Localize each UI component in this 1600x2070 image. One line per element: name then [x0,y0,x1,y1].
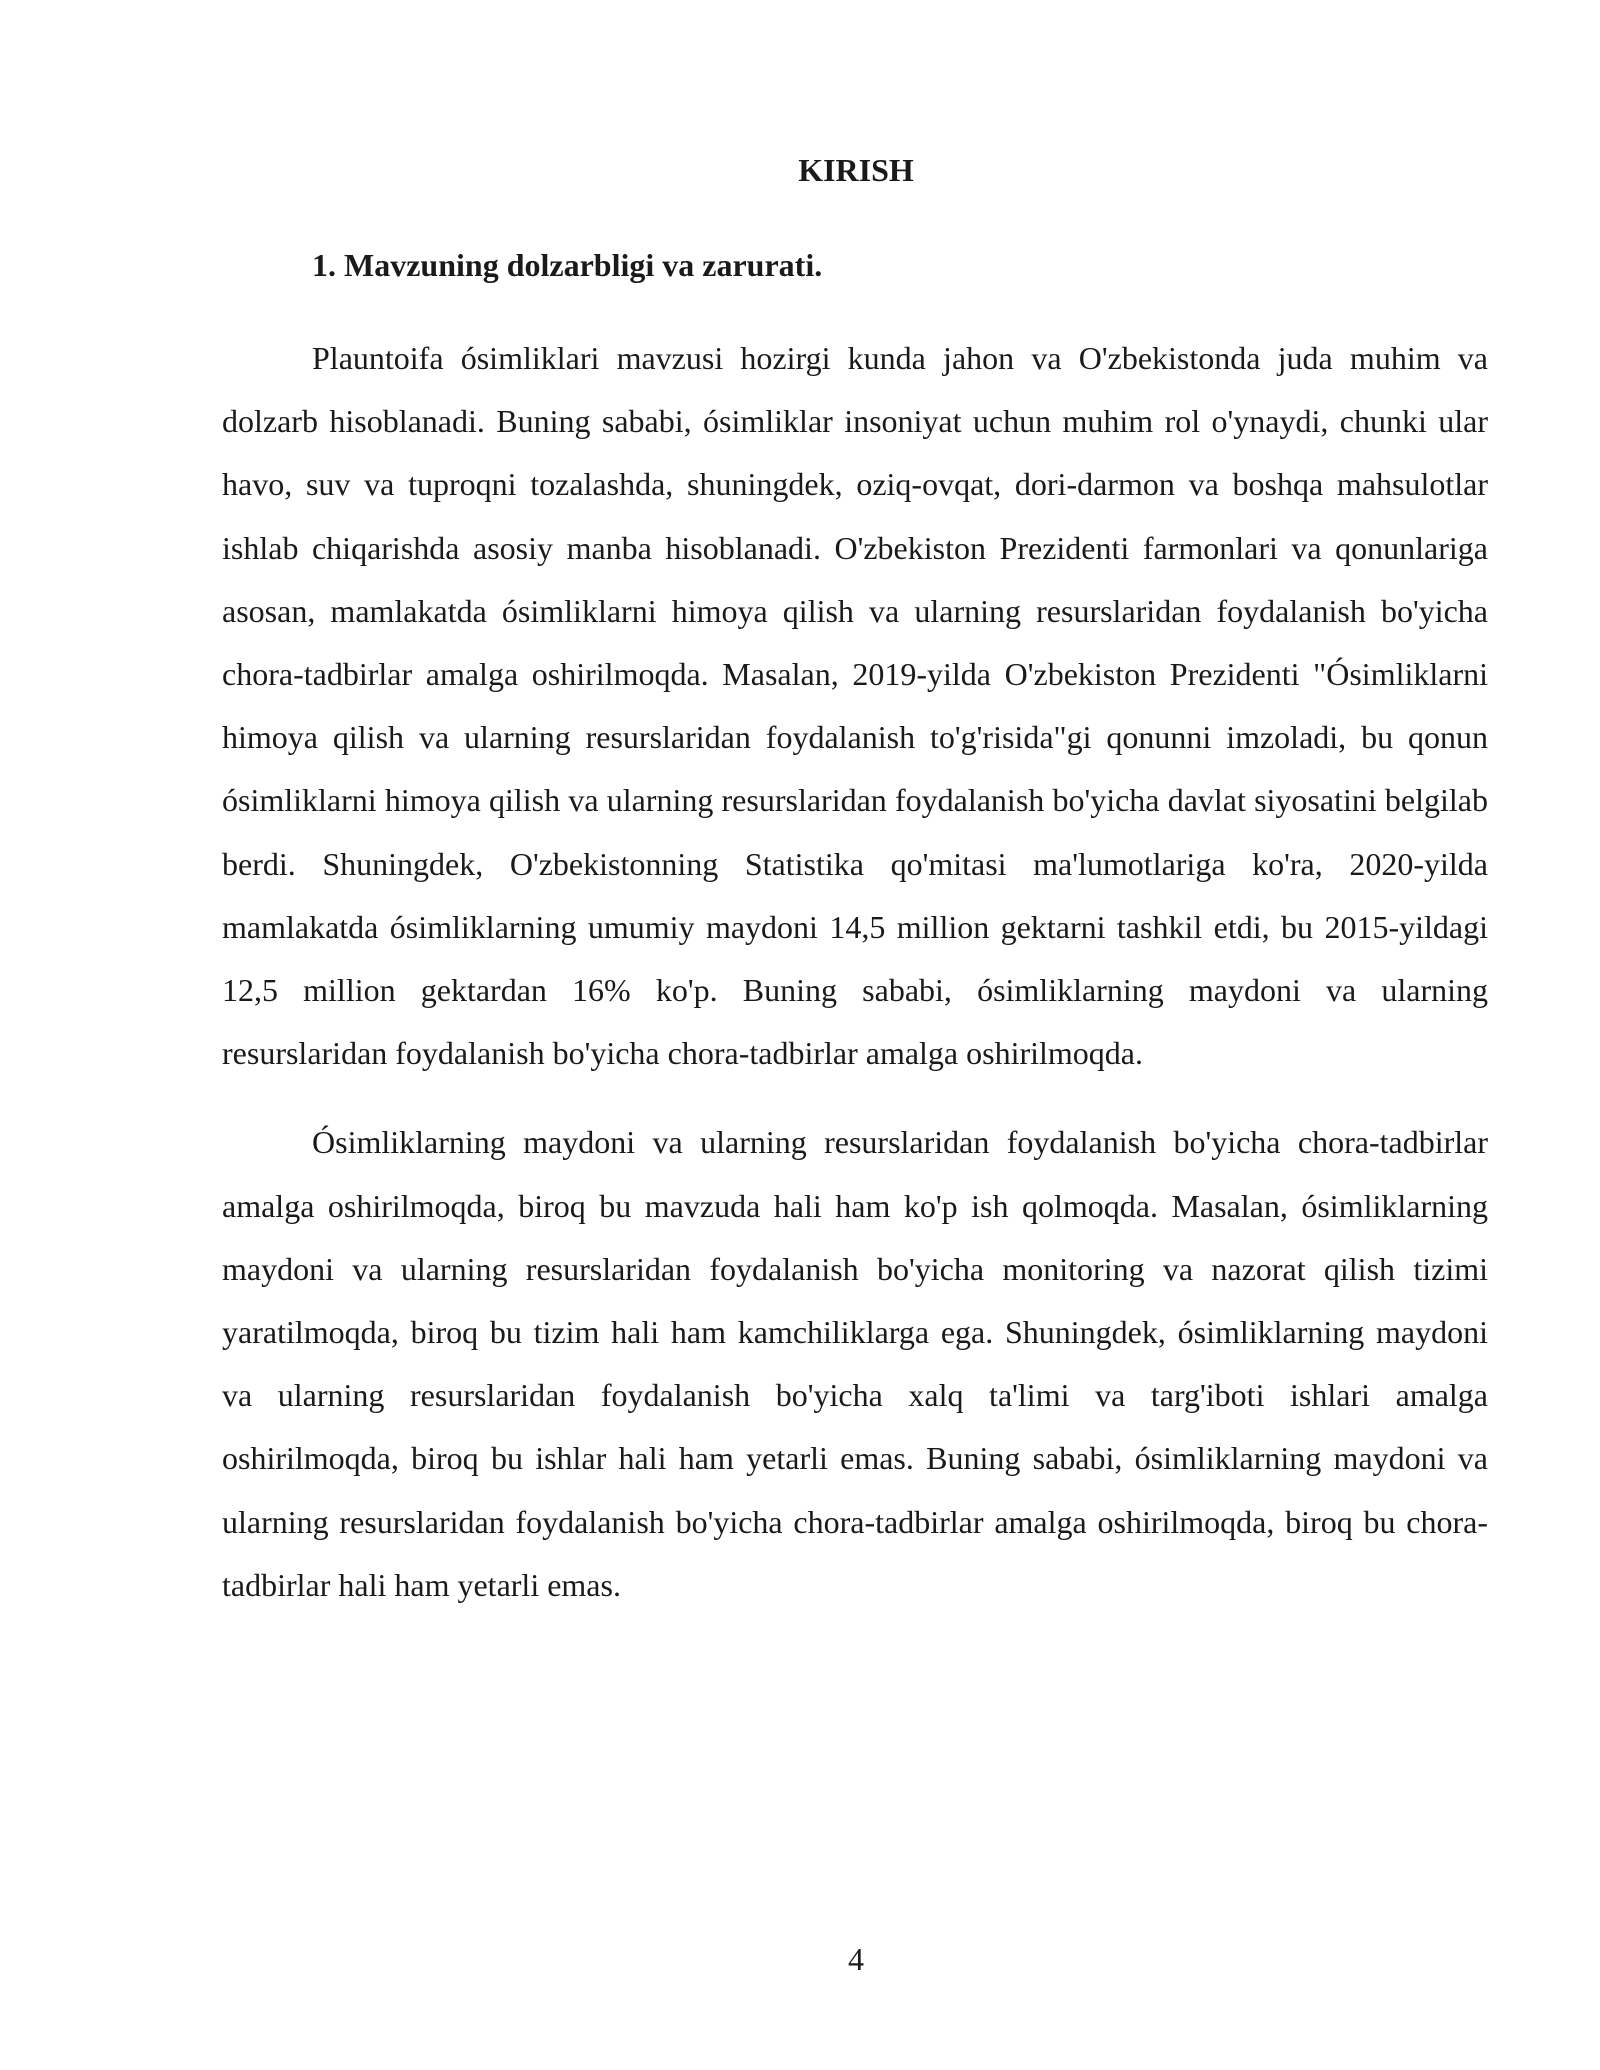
page-title: KIRISH [798,152,914,188]
paragraph-1: Plauntoifa ósimliklari mavzusi hozirgi kunda jahon va O'zbekistonda juda muhim va dolzarb hisoblanadi. Buning sababi, ósimliklar insoniyat uchun muhim rol o'ynaydi, chunki ular havo, suv va tuproqni tozalashda, shuningdek, oziq-ovqat, dori-darmon va boshqa mahsulotlar ishlab chiqarishda asosiy manba hisoblanadi. O'zbekiston Prezidenti farmonlari va qonunlariga asosan, mamlakatda ósimliklarni himoya qilish va ularning resurslaridan foydalanish bo'yicha chora-tadbirlar amalga oshirilmoqda. Masalan, 2019-yilda O'zbekiston Prezidenti "Ósimliklarni himoya qilish va ularning resurslaridan foydalanish to'g'risida"gi qonunni imzoladi, bu qonun ósimliklarni himoya qilish va ularning resurslaridan foydalanish bo'yicha davlat siyosatini belgilab berdi. Shuningdek, O'zbekistonning Statistika qo'mitasi ma'lumotlariga ko'ra, 2020-yilda mamlakatda ósimliklarning umumiy maydoni 14,5 million gektarni tashkil etdi, bu 2015-yildagi 12,5 million gektardan 16% ko'p. Buning sababi, ósimliklarning maydoni va ularning resurslaridan foydalanish bo'yicha chora-tadbirlar amalga oshirilmoqda. [222,340,1488,1072]
paragraph-2: Ósimliklarning maydoni va ularning resurslaridan foydalanish bo'yicha chora-tadbirlar amalga oshirilmoqda, biroq bu mavzuda hali ham ko'p ish qolmoqda. Masalan, ósimliklarning maydoni va ularning resurslaridan foydalanish bo'yicha monitoring va nazorat qilish tizimi yaratilmoqda, biroq bu tizim hali ham kamchiliklarga ega. Shuningdek, ósimliklarning maydoni va ularning resurslaridan foydalanish bo'yicha xalq ta'limi va targ'iboti ishlari amalga oshirilmoqda, biroq bu ishlar hali ham yetarli emas. Buning sababi, ósimliklarning maydoni va ularning resurslaridan foydalanish bo'yicha chora-tadbirlar amalga oshirilmoqda, biroq bu chora-tadbirlar hali ham yetarli emas. [222,1124,1488,1603]
section-heading: 1. Mavzuning dolzarbligi va zarurati. [312,247,823,283]
body-text [222,327,1488,1617]
page-number: 4 [848,1941,864,1977]
